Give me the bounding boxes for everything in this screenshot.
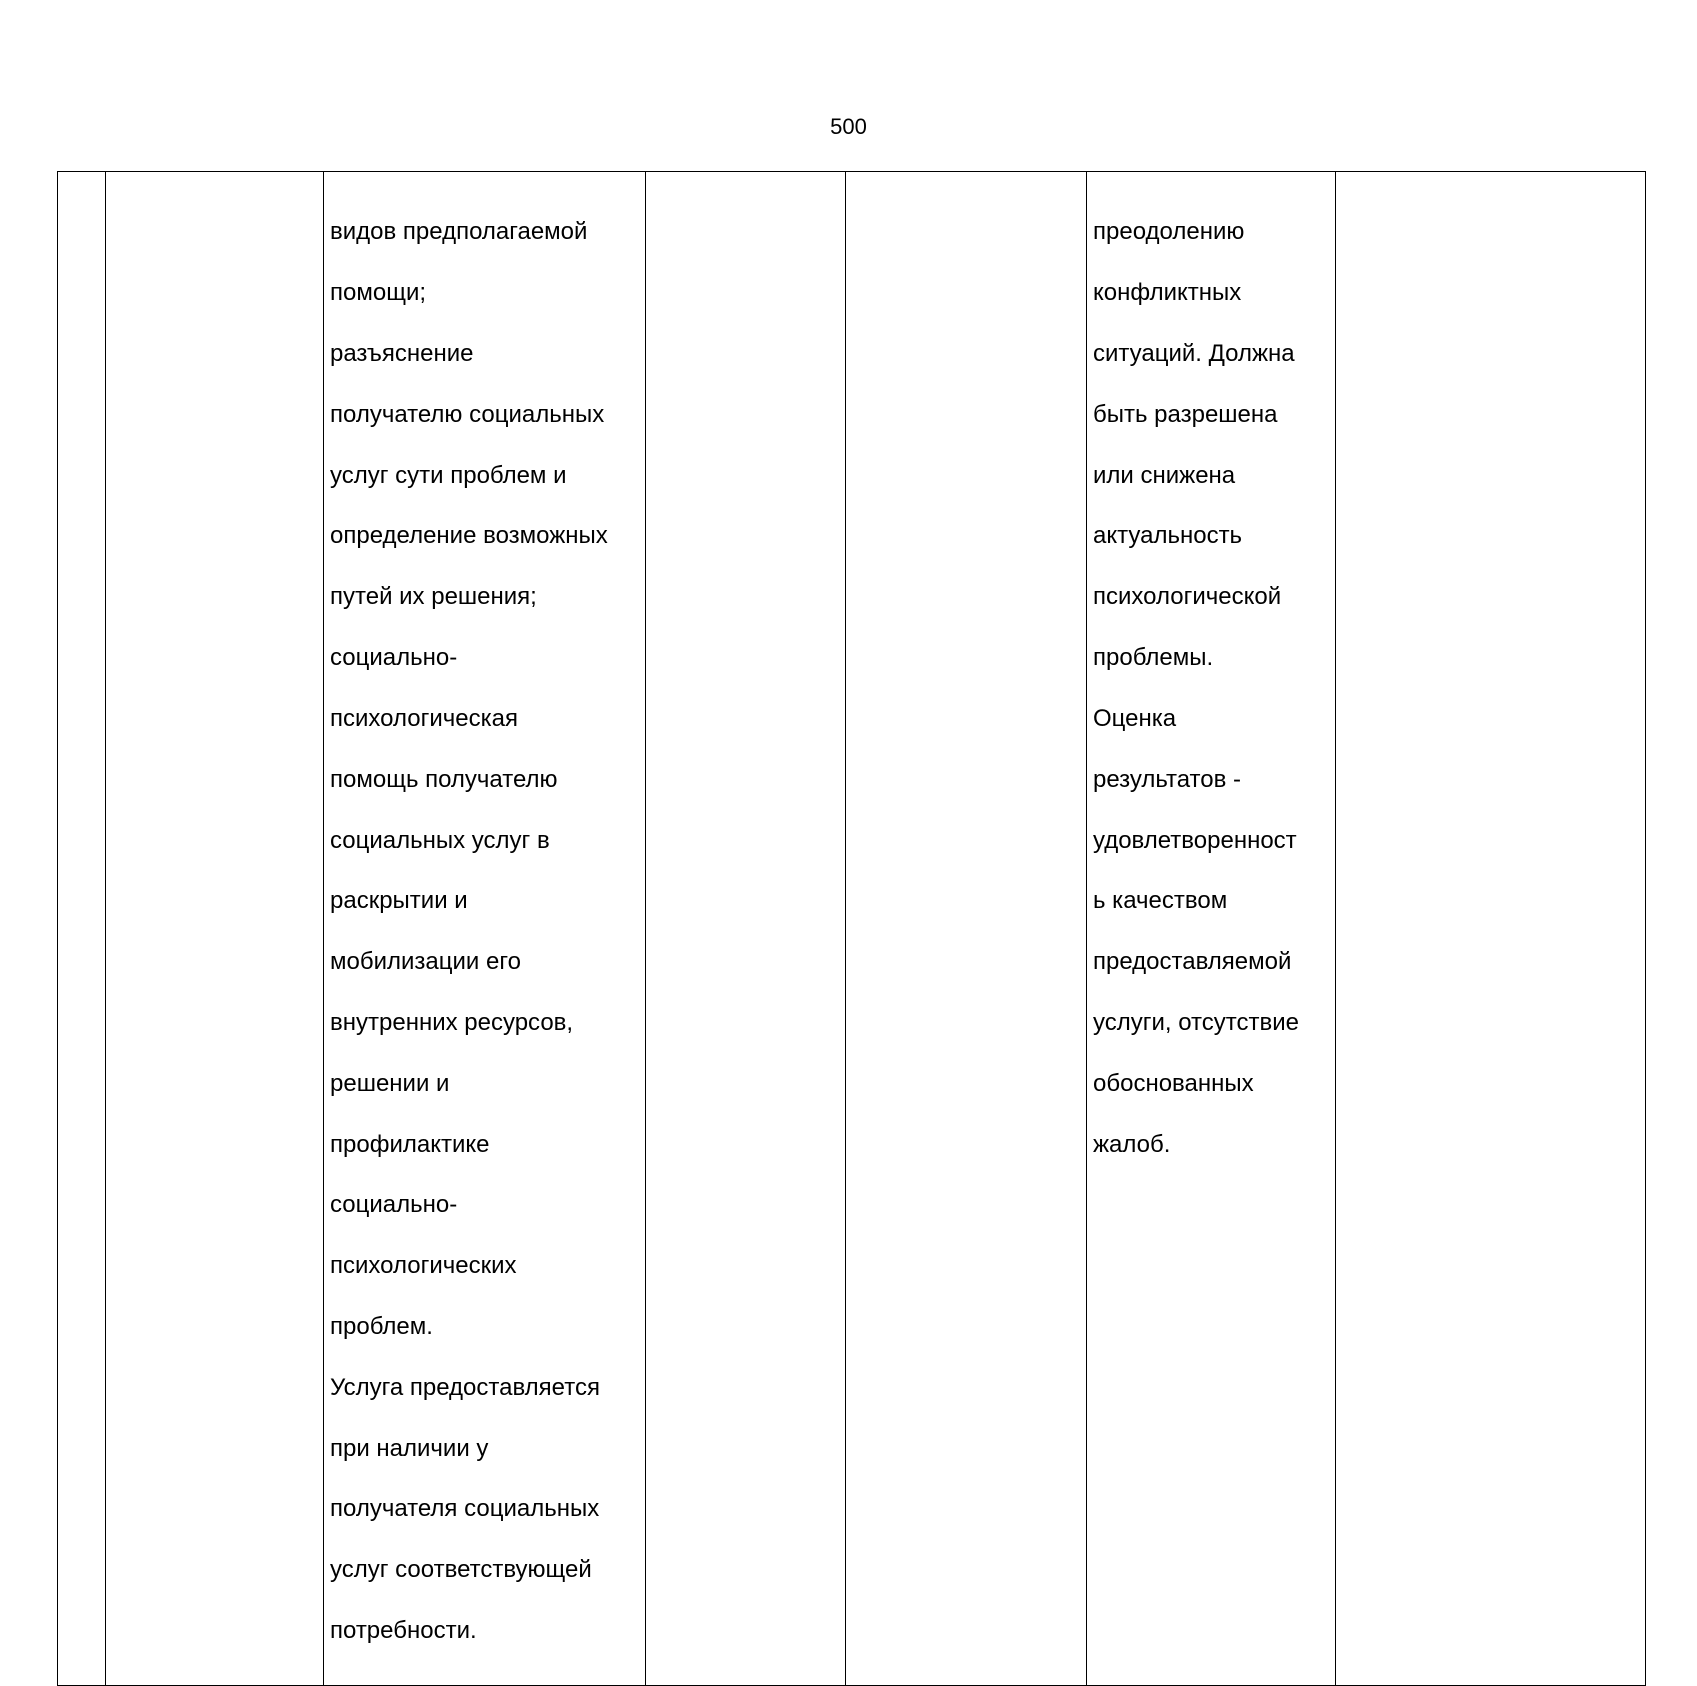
quality-line: конфликтных [1093,279,1242,307]
quality-line: предоставляемой [1093,948,1292,976]
cell-norms [846,172,1087,1686]
cell-number [58,172,106,1686]
quality-line: ь качеством [1093,887,1228,915]
description-line: психологических [330,1252,517,1280]
description-line: Услуга предоставляется [330,1373,600,1401]
description-line: социально- [330,644,458,672]
description-line: получателю социальных [330,400,605,428]
description-line: проблем. [330,1313,433,1341]
description-line: психологическая [330,704,518,732]
quality-line: проблемы. [1093,644,1214,672]
description-line: путей их решения; [330,583,537,611]
description-line: мобилизации его [330,948,521,976]
description-line: услуг соответствующей [330,1556,592,1584]
description-line: социальных услуг в [330,826,550,854]
description-line: решении и [330,1069,450,1097]
description-line: при наличии у [330,1434,489,1462]
description-line: внутренних ресурсов, [330,1008,574,1036]
cell-quality-indicators [1087,172,1336,1686]
description-line: помощь получателю [330,765,558,793]
description-line: разъяснение [330,340,474,368]
cell-service-name [106,172,324,1686]
service-table [57,171,1646,1686]
description-line: помощи; [330,279,427,307]
quality-line: преодолению [1093,218,1245,246]
description-line: потребности. [330,1617,477,1645]
description-line: услуг сути проблем и [330,461,567,489]
quality-line: удовлетворенност [1093,826,1297,854]
quality-line: результатов - [1093,765,1242,793]
description-line: получателя социальных [330,1495,600,1523]
description-line: определение возможных [330,522,608,550]
page-number: 500 [830,114,867,139]
description-line: раскрытии и [330,887,468,915]
quality-line: услуги, отсутствие [1093,1008,1299,1036]
cell-service-description [324,172,646,1686]
description-line: социально- [330,1191,458,1219]
quality-line: актуальность [1093,522,1243,550]
table-row [58,172,1646,1686]
cell-conditions [1336,172,1646,1686]
description-line: профилактике [330,1130,490,1158]
quality-line: психологической [1093,583,1282,611]
quality-line: жалоб. [1093,1130,1171,1158]
quality-line: Оценка [1093,704,1177,732]
quality-line: или снижена [1093,461,1236,489]
quality-line: обоснованных [1093,1069,1254,1097]
description-line: видов предполагаемой [330,218,588,246]
quality-line: быть разрешена [1093,400,1278,428]
cell-timing [646,172,846,1686]
quality-line: ситуаций. Должна [1093,340,1295,368]
